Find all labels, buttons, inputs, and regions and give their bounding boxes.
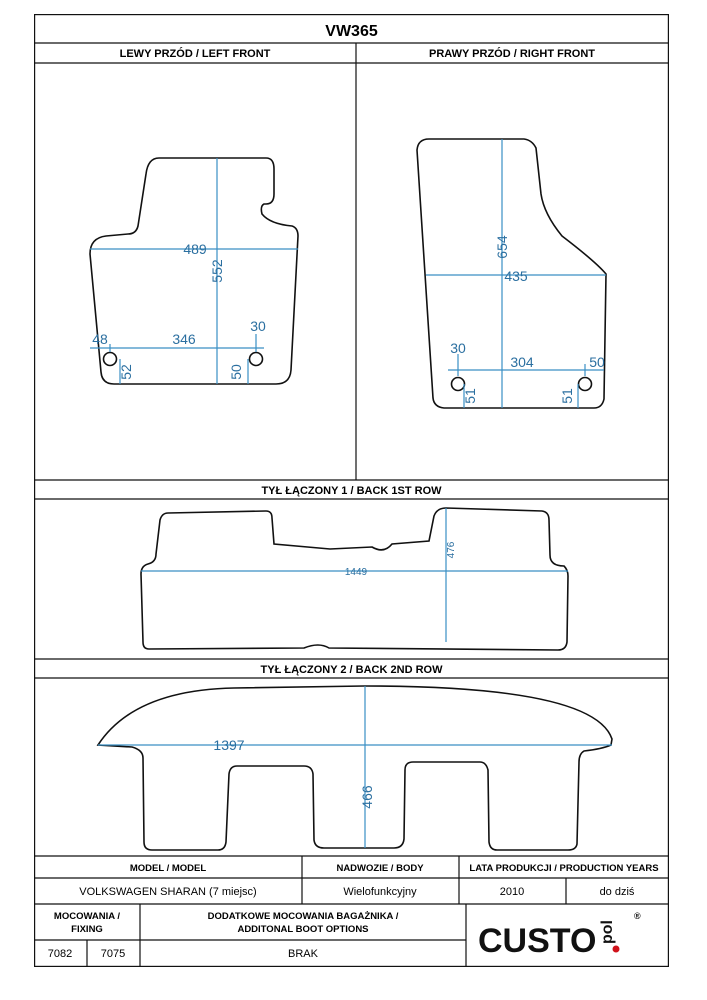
logo-registered-mark: ® bbox=[634, 911, 641, 921]
dim-left-front-right-bottom: 50 bbox=[228, 364, 244, 380]
dim-left-front-left-bottom: 52 bbox=[118, 364, 134, 380]
right-front-mat bbox=[417, 139, 606, 408]
dim-right-front-left-bottom: 51 bbox=[462, 388, 478, 404]
back-1st-row-mat bbox=[141, 508, 568, 650]
body-header: NADWOZIE / BODY bbox=[336, 863, 424, 874]
section-back-2nd: TYŁ ŁĄCZONY 2 / BACK 2ND ROW bbox=[260, 664, 443, 676]
logo-sub-text: pol bbox=[599, 920, 616, 944]
spec-sheet bbox=[34, 14, 669, 967]
custopol-logo bbox=[478, 911, 641, 960]
product-code: VW365 bbox=[325, 23, 378, 40]
dim-left-front-left-edge: 48 bbox=[92, 331, 108, 347]
section-right-front: PRAWY PRZÓD / RIGHT FRONT bbox=[428, 48, 596, 60]
boot-value: BRAK bbox=[288, 948, 318, 960]
dim-right-front-hole-spacing: 304 bbox=[510, 354, 534, 370]
fixing-hole bbox=[250, 353, 263, 366]
dim-right-front-height: 654 bbox=[494, 235, 510, 259]
fixing-header-line2: FIXING bbox=[71, 924, 103, 935]
dim-back-1st-width: 1449 bbox=[344, 567, 368, 578]
dim-left-front-height: 552 bbox=[209, 259, 225, 283]
fixing-hole bbox=[104, 353, 117, 366]
year-from: 2010 bbox=[499, 886, 525, 898]
section-back-1st: TYŁ ŁĄCZONY 1 / BACK 1ST ROW bbox=[261, 485, 442, 497]
boot-header-line2: ADDITONAL BOOT OPTIONS bbox=[237, 924, 369, 935]
dim-right-front-right-bottom: 51 bbox=[559, 388, 575, 404]
dim-left-front-width: 489 bbox=[183, 241, 207, 257]
fixing-header-line1: MOCOWANIA / bbox=[53, 911, 121, 922]
left-front-mat bbox=[90, 158, 298, 384]
model-header: MODEL / MODEL bbox=[129, 863, 207, 874]
dim-right-front-width: 435 bbox=[504, 268, 528, 284]
fixing-code-2: 7075 bbox=[100, 948, 126, 960]
model-value: VOLKSWAGEN SHARAN (7 miejsc) bbox=[79, 886, 257, 898]
year-to: do dziś bbox=[599, 886, 635, 898]
dim-back-2nd-width: 1397 bbox=[213, 737, 245, 753]
fixing-hole bbox=[579, 378, 592, 391]
years-header: LATA PRODUKCJI / PRODUCTION YEARS bbox=[469, 863, 659, 874]
fixing-code-1: 7082 bbox=[47, 948, 73, 960]
boot-header-line1: DODATKOWE MOCOWANIA BAGAŻNIKA / bbox=[207, 911, 399, 922]
logo-accent-dot bbox=[613, 946, 620, 953]
dim-left-front-right-edge: 30 bbox=[250, 318, 266, 334]
logo-main-text: CUSTO bbox=[478, 922, 597, 960]
dim-back-1st-height: 476 bbox=[446, 541, 457, 559]
dim-right-front-right-edge: 50 bbox=[589, 354, 605, 370]
dim-back-2nd-height: 466 bbox=[359, 785, 375, 809]
section-left-front: LEWY PRZÓD / LEFT FRONT bbox=[119, 48, 271, 60]
body-value: Wielofunkcyjny bbox=[343, 886, 417, 898]
back-2nd-row-mat bbox=[98, 686, 612, 850]
dim-right-front-left-edge: 30 bbox=[450, 340, 466, 356]
dim-left-front-hole-spacing: 346 bbox=[172, 331, 196, 347]
